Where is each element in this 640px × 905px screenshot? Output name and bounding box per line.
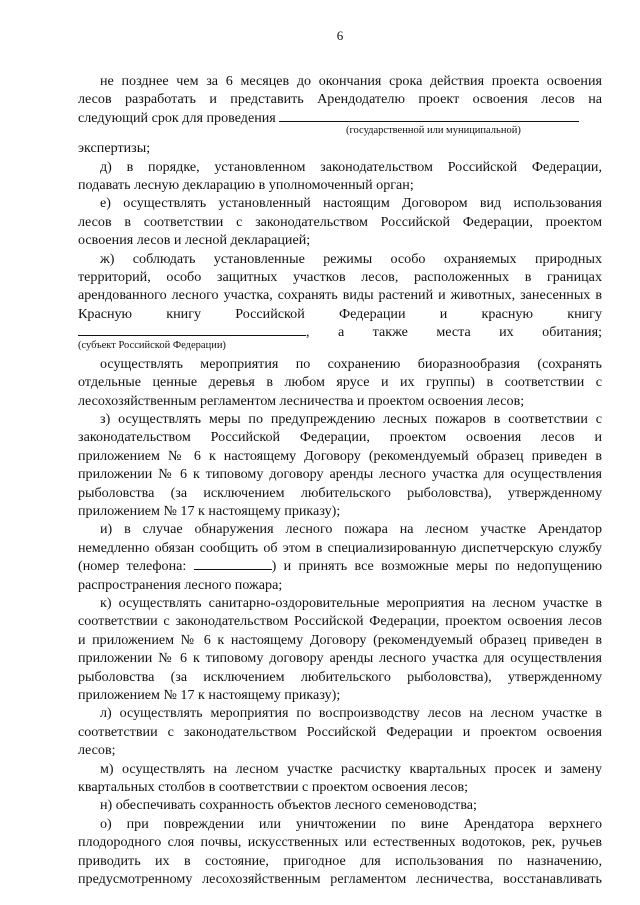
page-number: 6: [336, 28, 344, 43]
clause-k-line: приложением № 17 к настоящему приказу);: [78, 687, 341, 703]
clause-k-line: приложении № 6 к типовому договору аренды лесного участка для осуществления: [78, 650, 602, 667]
clause-k-line: соответствии с законодательством Российской Федерации, проектом освоения лесов: [78, 613, 602, 630]
clause-e-line: освоения лесов и лесной декларацией;: [78, 232, 311, 249]
fill-in-blank: [279, 109, 579, 122]
text-line: [78, 109, 602, 127]
clause-d-line: подавать лесную декларацию в уполномоченный орган;: [78, 177, 414, 194]
fill-in-blank: [78, 323, 306, 336]
clause-z-line: з) осуществлять меры по предупреждению лесных пожаров в соответствии с: [100, 410, 602, 427]
clause-m-line: квартальных столбов в соответствии с проектом освоения лесов;: [78, 779, 469, 796]
biodiversity-line: лесохозяйственным регламентом лесничества и проектом освоения лесов;: [78, 392, 525, 409]
clause-z-line: приложением № 17 к настоящему приказу);: [78, 502, 341, 519]
biodiversity-line: отдельные ценные деревья в любом ярусе и их группы) в соответствии с: [78, 374, 602, 391]
clause-z-line: законодательством Российской Федерации, проектом освоения лесов и: [78, 429, 602, 446]
text-line: экспертизы;: [78, 140, 151, 157]
clause-m-line: м) осуществлять на лесном участке расчистку квартальных просек и замену: [100, 760, 602, 777]
clause-zh-line: территорий, особо защитных участков лесов, расположенных в границах: [78, 269, 602, 286]
clause-i-line: немедленно обязан сообщить об этом в специализированную диспетчерскую службу: [78, 539, 602, 556]
text-fragment: ) и принять все возможные меры по недопущению: [271, 558, 602, 575]
text-line: не позднее чем за 6 месяцев до окончания срока действия проекта освоения: [100, 73, 602, 89]
text-fragment: следующий срок для проведения: [78, 109, 276, 126]
clause-l-line: л) осуществлять мероприятия по воспроизводству лесов на лесном участке в: [100, 705, 602, 722]
clause-e-line: е) осуществлять установленный настоящим Договором вид использования: [100, 195, 602, 212]
clause-i-line: распространения лесного пожара;: [78, 576, 283, 593]
clause-zh-line: арендованного лесного участка, сохранять виды растений и животных, занесенных в: [78, 287, 602, 304]
text-fragment: (номер телефона:: [78, 558, 187, 575]
clause-i-line: [78, 557, 602, 575]
clause-z-line: приложении № 6 к типовому договору аренды лесного участка для осуществления: [78, 466, 602, 483]
clause-zh-line: Красную книгу Российской Федерации и красную книгу: [78, 305, 602, 322]
clause-z-line: рыболовства (за исключением любительского рыболовства), утвержденному: [78, 484, 602, 501]
clause-z-line: приложением № 6 к настоящему Договору (рекомендуемый образец приведен в: [78, 447, 602, 464]
clause-i-line: и) в случае обнаружения лесного пожара на лесном участке Арендатор: [100, 521, 602, 538]
field-caption: (государственной или муниципальной): [346, 125, 521, 137]
clause-k-line: рыболовства (за исключением любительского рыболовства), утвержденному: [78, 668, 602, 685]
clause-k-line: к) осуществлять санитарно-оздоровительные мероприятия на лесном участке в: [100, 594, 602, 611]
clause-o-line: о) при повреждении или уничтожении по вине Арендатора верхнего: [100, 815, 602, 832]
clause-k-line: и приложением № 6 к настоящему Договору (рекомендуемый образец приведен в: [78, 631, 602, 648]
clause-o-line: приводить их в состояние, пригодное для использования по назначению,: [78, 852, 602, 869]
clause-l-line: лесов;: [78, 742, 116, 759]
text-line: лесов разработать и представить Арендодателю проект освоения лесов на: [78, 91, 602, 108]
document-body: [78, 72, 602, 888]
clause-n-line: н) обеспечивать сохранность объектов лесного семеноводства;: [100, 797, 477, 814]
clause-l-line: соответствии с законодательством Российской Федерации и проектом освоения: [78, 723, 602, 740]
field-caption: (субъект Российской Федерации): [78, 339, 226, 351]
clause-o-line: предусмотренному лесохозяйственным регламентом лесничества, восстанавливать: [78, 871, 602, 888]
clause-d-line: д) в порядке, установленном законодательством Российской Федерации,: [100, 158, 602, 175]
text-fragment: , а также места их обитания;: [306, 324, 602, 341]
clause-o-line: плодородного слоя почвы, искусственных или естественных водотоков, рек, ручьев: [78, 834, 602, 851]
biodiversity-line: осуществлять мероприятия по сохранению биоразнообразия (сохранять: [100, 355, 602, 372]
clause-e-line: лесов в соответствии с законодательством Российской Федерации, проектом: [78, 213, 602, 230]
clause-zh-line: [78, 323, 602, 341]
phone-blank: [194, 557, 272, 570]
clause-zh-line: ж) соблюдать установленные режимы особо охраняемых природных: [100, 250, 602, 267]
